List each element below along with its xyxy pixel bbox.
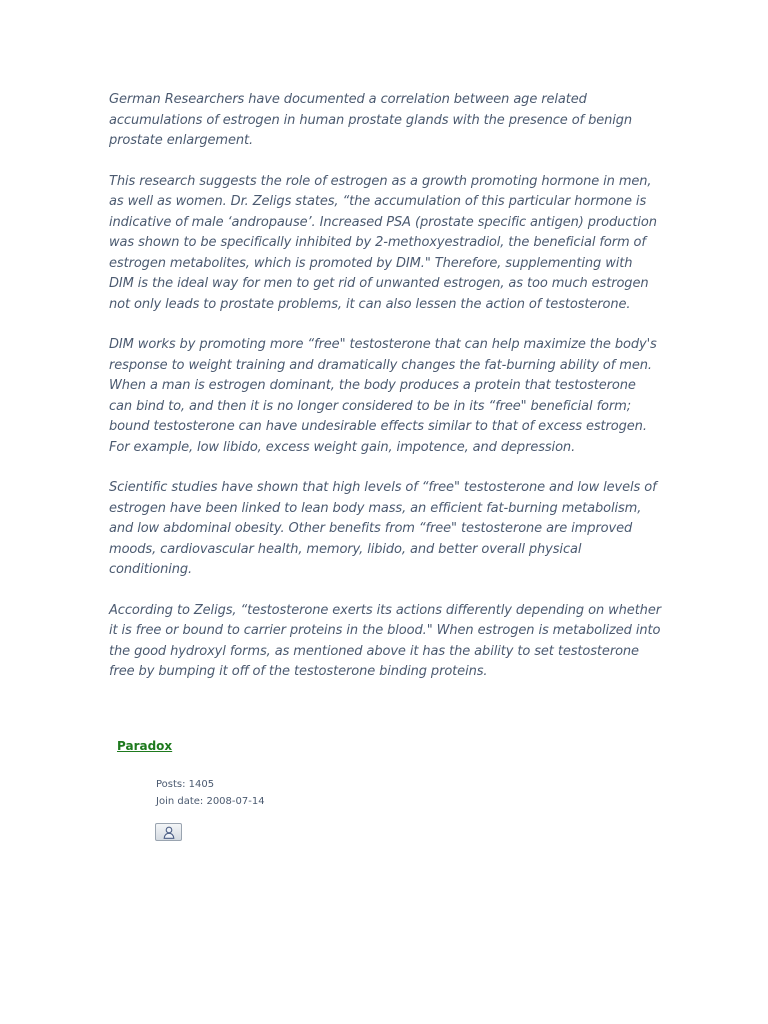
author-join-date: Join date: 2008-07-14 <box>156 796 265 807</box>
view-profile-button[interactable] <box>155 823 182 841</box>
post-paragraph: Scientific studies have shown that high levels of “free" testosterone and low levels of estrogen have been linked to lean body mass, an efficient fat-burning metabolism, and low abdominal obesity. Other benefits from “free" testosterone are improved moods, cardiovascular health, memory, libido, and better overall physical conditioning. <box>109 480 657 577</box>
author-stats <box>156 776 265 810</box>
post-paragraph: According to Zeligs, “testosterone exerts its actions differently depending on whether it is free or bound to carrier proteins in the blood." When estrogen is metabolized into the good hydroxyl forms, as mentioned above it has the ability to set testosterone free by bumping it off of the testosterone binding proteins. <box>109 602 661 679</box>
post-paragraph: DIM works by promoting more “free" testosterone that can help maximize the body's response to weight training and dramatically changes the fat-burning ability of men. When a man is estrogen dominant, the body produces a protein that testosterone can bind to, and then it is no longer considered to be in its “free" beneficial form; bound testosterone can have undesirable effects similar to that of excess estrogen. For example, low libido, excess weight gain, impotence, and depression. <box>109 337 657 455</box>
author-username-link[interactable]: Paradox <box>117 739 173 753</box>
post-paragraph: German Researchers have documented a correlation between age related accumulations of estrogen in human prostate glands with the presence of benign prostate enlargement. <box>109 92 633 148</box>
post-paragraph: This research suggests the role of estrogen as a growth promoting hormone in men, as well as women. Dr. Zeligs states, “the accumulation of this particular hormone is indicative of male ‘andropause’. Increased PSA (prostate specific antigen) production was shown to be specifically inhibited by 2-methoxyestradiol, the beneficial form of estrogen metabolites, which is promoted by DIM." Therefore, supplementing with DIM is the ideal way for men to get rid of unwanted estrogen, as too much estrogen not only leads to prostate problems, it can also lessen the action of testosterone. <box>109 173 657 312</box>
author-post-count: Posts: 1405 <box>156 779 215 790</box>
user-profile-icon <box>163 826 175 839</box>
post-body <box>109 90 661 703</box>
